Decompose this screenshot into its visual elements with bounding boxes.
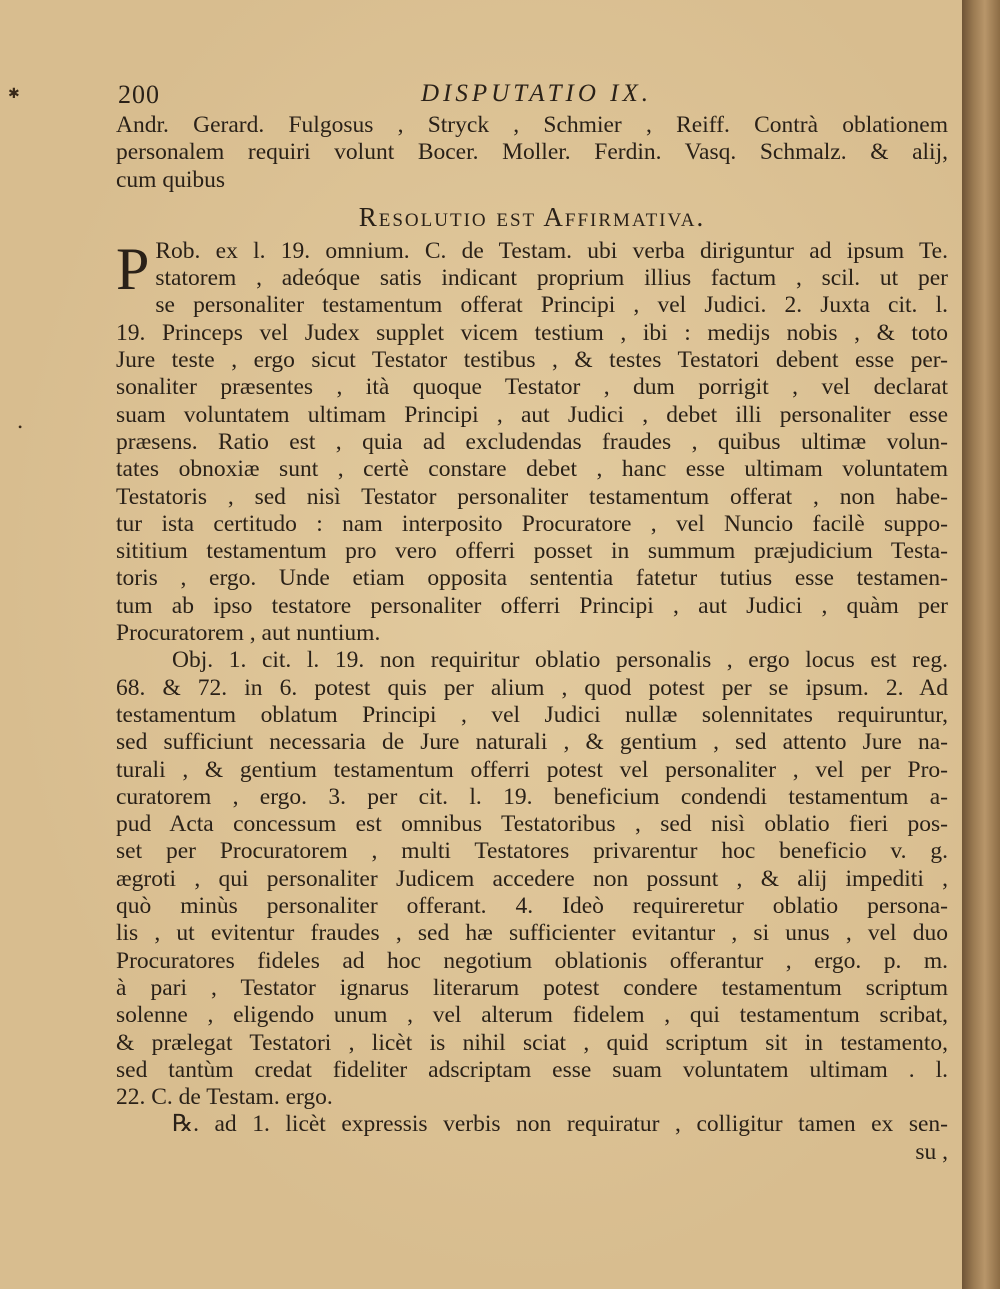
- text-line: lis , ut evitentur fraudes , sed hæ sufficienter evitantur , si unus , vel duo: [116, 920, 948, 947]
- section-heading: Resolutio est Affirmativa.: [358, 201, 706, 232]
- intro-paragraph: [116, 112, 948, 194]
- text-line: Testatoris , sed nisì Testator personaliter testamentum offerat , non habe-: [116, 483, 948, 510]
- text-line: ℞. ad 1. licèt expressis verbis non requiratur , colligitur tamen ex sen-: [172, 1111, 948, 1138]
- text-line: ægroti , qui personaliter Judicem accedere non possunt , & alij impediti ,: [116, 865, 948, 892]
- text-line: Rob. ex l. 19. omnium. C. de Testam. ubi verba diriguntur ad ipsum Te.: [155, 237, 948, 264]
- text-line: solenne , eligendo unum , vel alterum fidelem , qui testamentum scribat,: [116, 1002, 948, 1029]
- drop-cap: P: [116, 235, 150, 302]
- resolutio-paragraph: [116, 235, 948, 647]
- running-head: DISPUTATIO IX.: [421, 80, 652, 107]
- text-line: Andr. Gerard. Fulgosus , Stryck , Schmier , Reiff. Contrà oblationem: [116, 112, 948, 138]
- page-header: [116, 80, 948, 112]
- objection-paragraph: [116, 647, 948, 1111]
- text-line: set per Procuratorem , multi Testatores privarentur hoc beneficio v. g.: [116, 838, 948, 865]
- text-line: curatorem , ergo. 3. per cit. l. 19. beneficium condendi testamentum a-: [116, 783, 948, 810]
- text-block: [116, 80, 948, 1166]
- text-line: 19. Princeps vel Judex supplet vicem testium , ibi : medijs nobis , & toto: [116, 319, 948, 346]
- page-number: 200: [118, 80, 160, 109]
- text-line: suam voluntatem ultimam Principi , aut Judici , debet illi personaliter esse: [116, 401, 948, 428]
- text-line: sonaliter præsentes , ità quoque Testator , dum porrigit , vel declarat: [116, 374, 948, 401]
- catchword: su ,: [915, 1138, 948, 1165]
- response-paragraph: [116, 1111, 948, 1165]
- text-line: testamentum oblatum Principi , vel Judici nullæ solennitates requiruntur,: [116, 701, 948, 728]
- text-line: se personaliter testamentum offerat Principi , vel Judici. 2. Juxta cit. l.: [155, 292, 948, 319]
- text-line: Procuratores fideles ad hoc negotium oblationis offerantur , ergo. p. m.: [116, 947, 948, 974]
- text-line: Jure teste , ergo sicut Testator testibus , & testes Testatori debent esse per-: [116, 347, 948, 374]
- text-line: personalem requiri volunt Bocer. Moller. Ferdin. Vasq. Schmalz. & alij,: [116, 139, 948, 166]
- text-line: tur ista certitudo : nam interposito Procuratore , vel Nuncio facilè suppo-: [116, 510, 948, 537]
- text-line: turali , & gentium testamentum offerri potest vel personaliter , vel per Pro-: [116, 756, 948, 783]
- text-line: sititium testamentum pro vero offerri posset in summum præjudicium Testa-: [116, 538, 948, 565]
- ink-dot: •: [18, 420, 23, 434]
- text-line: à pari , Testator ignarus literarum potest condere testamentum scriptum: [116, 974, 948, 1001]
- text-line: tates obnoxiæ sunt , certè constare debet , hanc esse ultimam voluntatem: [116, 456, 948, 483]
- text-line: cum quibus: [116, 166, 226, 193]
- book-gutter-edge: [962, 0, 1000, 1289]
- text-line: 68. & 72. in 6. potest quis per alium , quod potest per se ipsum. 2. Ad: [116, 674, 948, 701]
- text-line: pud Acta concessum est omnibus Testatoribus , sed nisì oblatio fieri pos-: [116, 811, 948, 838]
- ink-mark: ✱: [8, 87, 20, 102]
- text-line: Obj. 1. cit. l. 19. non requiritur oblatio personalis , ergo locus est reg.: [172, 647, 948, 674]
- text-line: statorem , adeóque satis indicant proprium illius factum , scil. ut per: [155, 265, 948, 292]
- text-line: quò minùs personaliter offerant. 4. Ideò requireretur oblatio persona-: [116, 893, 948, 920]
- text-line: tum ab ipso testatore personaliter offerri Principi , aut Judici , quàm per: [116, 592, 948, 619]
- text-line: toris , ergo. Unde etiam opposita sententia fatetur tutius esse testamen-: [116, 565, 948, 592]
- text-line: & prælegat Testatori , licèt is nihil sciat , quid scriptum sit in testamento,: [116, 1029, 948, 1056]
- text-line: Procuratorem , aut nuntium.: [116, 620, 381, 647]
- text-line: 22. C. de Testam. ergo.: [116, 1084, 333, 1111]
- text-line: sed tantùm credat fideliter adscriptam esse suam voluntatem ultimam . l.: [116, 1056, 948, 1083]
- text-line: sed sufficiunt necessaria de Jure naturali , & gentium , sed attento Jure na-: [116, 729, 948, 756]
- text-line: præsens. Ratio est , quia ad excludendas fraudes , quibus ultimæ volun-: [116, 428, 948, 455]
